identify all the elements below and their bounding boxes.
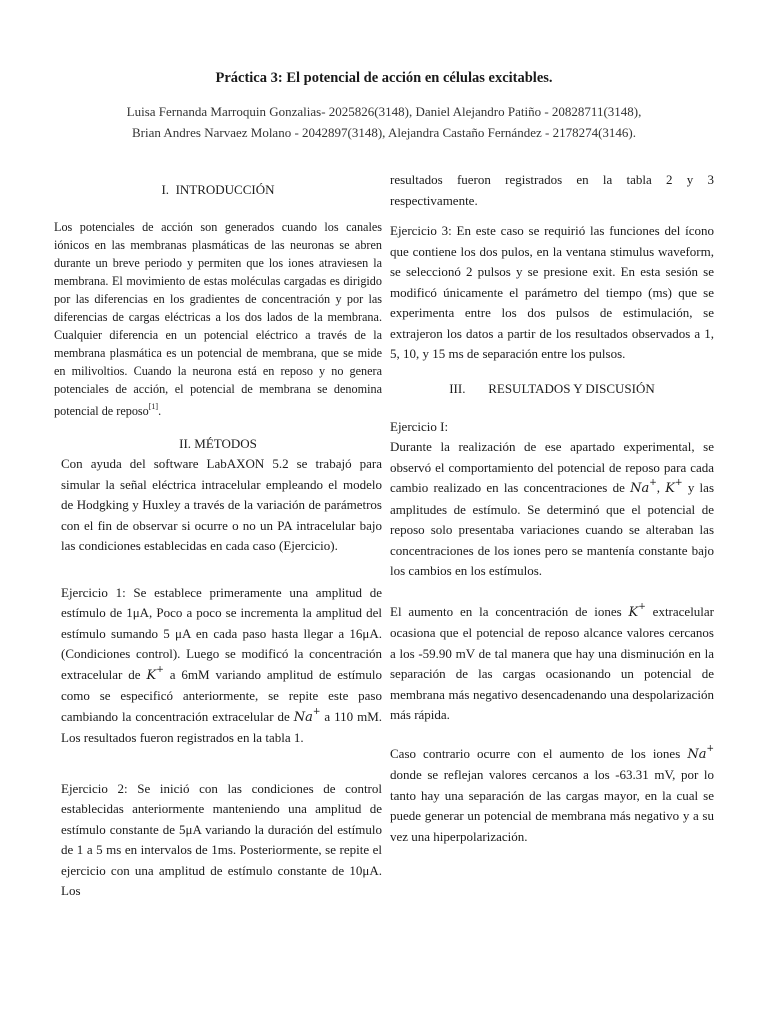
- left-column: [54, 180, 382, 902]
- section-heading-methods: II. MÉTODOS: [179, 436, 257, 451]
- intro-paragraph: Los potenciales de acción son generados cuando los canales iónicos en las membranas plasmáticas de las neuronas se abren durante un breve periodo y permiten que los iones atraviesen la membrana. El movimiento de estas moléculas cargadas es dirigido por las diferencias en los gradientes de concentración y por las diferencias de cargas eléctricas a los dos lados de la membrana. Cualquier diferencia en un potencial eléctrico a través de la membrana plasmática es un potencial de membrana, que se mide en milivoltios. Cuando la neurona está en reposo y no genera potenciales de acción, el potencial de membrana se denomina potencial de reposo[1].: [54, 220, 382, 418]
- results-paragraph-3: Caso contrario ocurre con el aumento de los iones Na+ donde se reflejan valores cercanos a los -63.31 mV, por lo tanto hay una separación de las cargas mayor, en la cual se puede generar un potencial de membrana más negativo y a su vez una hiperpolarización.: [390, 743, 714, 844]
- right-column: [390, 170, 714, 847]
- results-paragraph-2: El aumento en la concentración de iones K+ extracelular ocasiona que el potencial de reposo alcance valores cercanos a los -59.90 mV de tal manera que hay una disminución en la separación de las cargas ocasionando un potencial de membrana más negativo desencadenando una despolarización más rápida.: [390, 601, 715, 722]
- k-ion-symbol: K+: [146, 664, 164, 683]
- paper-title: Práctica 3: El potencial de acción en células excitables.: [215, 70, 553, 86]
- exercise-2-continuation: resultados fueron registrados en la tabla 2 y 3 respectivamente.: [390, 172, 714, 208]
- citation-1: [1]: [148, 402, 159, 411]
- methods-paragraph: Con ayuda del software LabAXON 5.2 se trabajó para simular la señal eléctrica intracelular empleando el modelo de Hodgking y Huxley a través de la variación de parámetros con el fin de observar si ocurre o no un PA intracelular bajo las condiciones establecidas en cada caso (Ejercicio).: [61, 456, 382, 553]
- exercise-3-paragraph: Ejercicio 3: En este caso se requirió las funciones del ícono que contiene los dos pulos, en la ventana stimulus waveform, se seleccionó 2 pulsos y se presione exit. En esta sesión se modificó únicamente el parámetro del tiempo (ms) que se experimenta entre los dos pulsos de estimulación, se extrajeron los datos a partir de los resultados observados a 1, 5, 10, y 15 ms de separación entre los pulsos.: [390, 223, 714, 361]
- exercise-1-paragraph: Ejercicio 1: Se establece primeramente una amplitud de estímulo de 1μA, Poco a poco se incrementa la amplitud del estímulo sumando 5 μA en cada paso hasta llegar a 16μA. (Condiciones control). Luego se modificó la concentración extracelular de K+ a 6mM variando amplitud de estímulo como se especificó anteriormente, se repite este paso cambiando la concentración extracelular de Na+ a 110 mM. Los resultados fueron registrados en la tabla 1.: [61, 584, 383, 745]
- na-ion-symbol: Na+: [293, 706, 321, 725]
- author-line-1: Luisa Fernanda Marroquin Gonzalias- 2025826(3148), Daniel Alejandro Patiño - 20828711(3148),: [126, 104, 642, 119]
- results-paragraph-1: Durante la realización de ese apartado experimental, se observó el comportamiento del potencial de reposo para cada cambio realizado en las concentraciones de Na+, K+ y las amplitudes de estímulo. Se determinó que el potencial de reposo solo presentaba variaciones cuando se alteraban las concentraciones de los iones pero se mantenía constante bajo los cambios en los estímulos.: [390, 439, 715, 578]
- author-list: [40, 101, 728, 143]
- author-line-2: Brian Andres Narvaez Molano - 2042897(3148), Alejandra Castaño Fernández - 2178274(3146).: [132, 125, 636, 140]
- section-heading-intro: I. INTRODUCCIÓN: [161, 182, 275, 197]
- exercise-2-paragraph: Ejercicio 2: Se inició con las condiciones de control establecidas anteriormente manteniendo una amplitud de estímulo constante de 5μA variando la duración del estímulo de 1 a 5 ms en intervalos de 1ms. Posteriormente, se repite el ejercicio con una amplitud de estímulo constante de 10μA. Los: [61, 780, 382, 898]
- results-exercise-1-label: Ejercicio I:: [390, 418, 449, 434]
- section-heading-results: III. RESULTADOS Y DISCUSIÓN: [449, 380, 655, 396]
